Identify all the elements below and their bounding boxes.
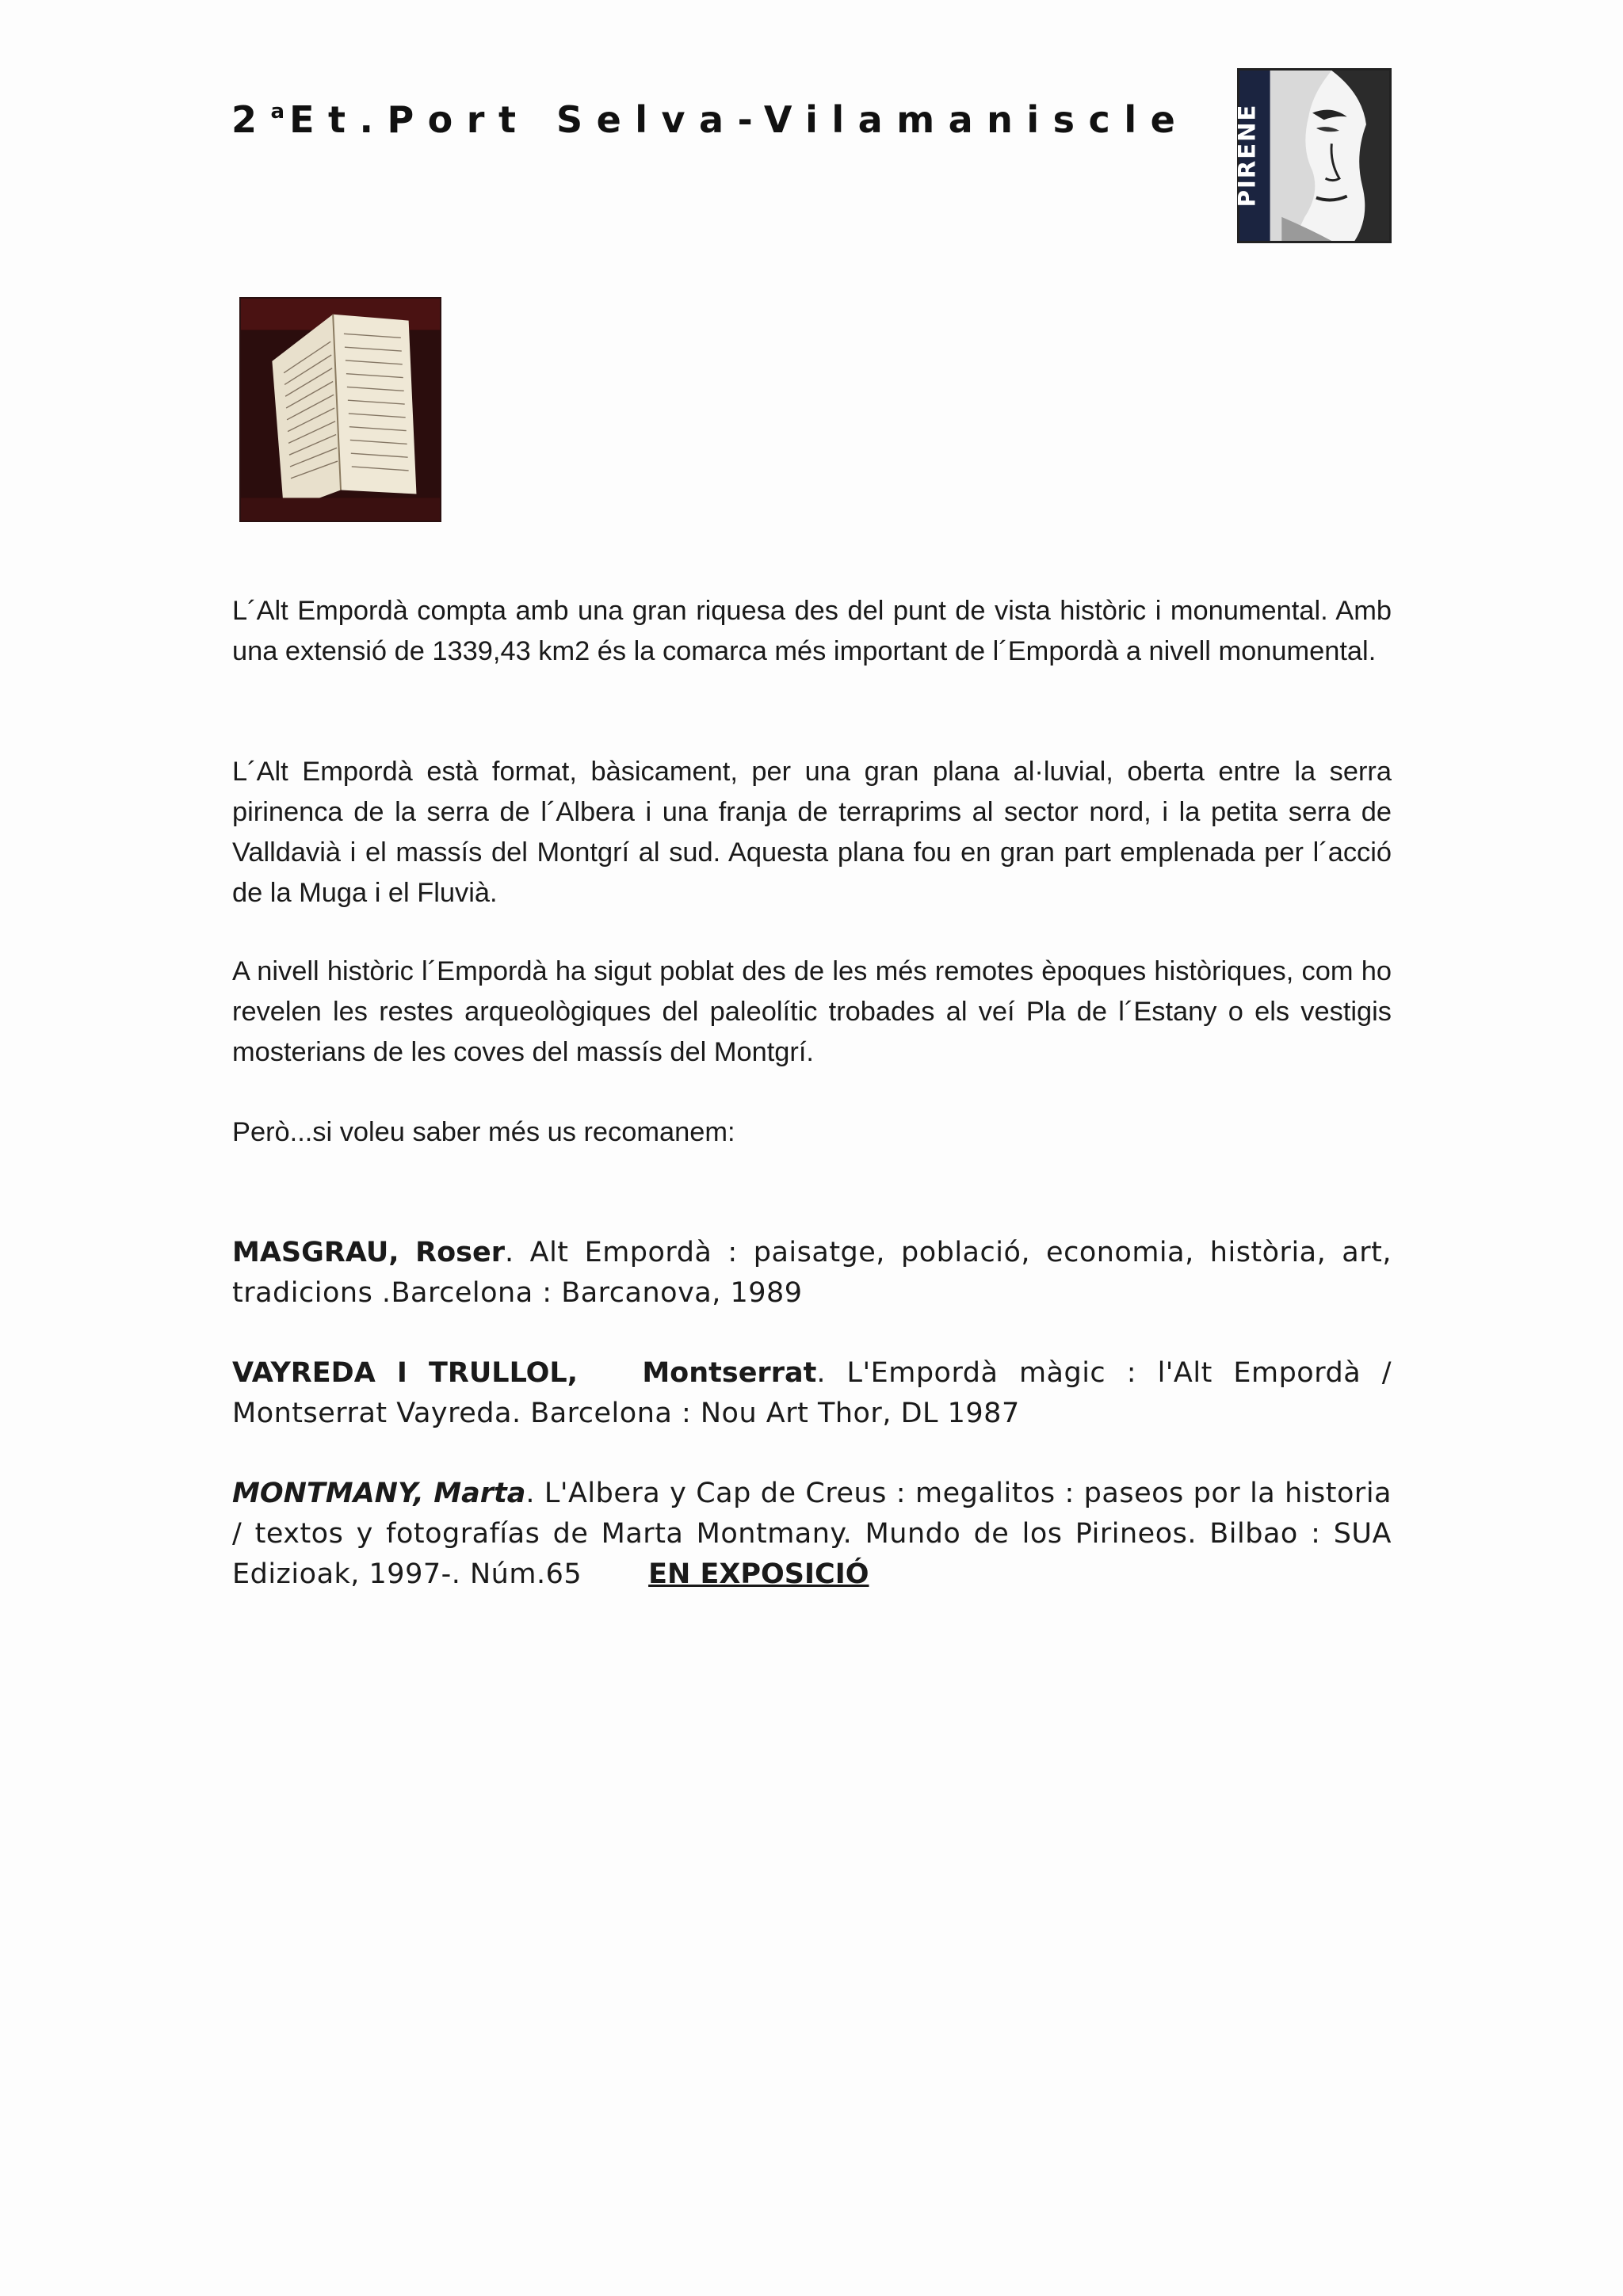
intro-paragraph-4: Però...si voleu saber més us recomanem:	[232, 1117, 735, 1147]
exhibition-badge: EN EXPOSICIÓ	[648, 1558, 869, 1590]
manuscript-photo	[239, 297, 441, 522]
title-superscript: a	[270, 100, 285, 124]
reference-details: . L'Albera y Cap de Creus : megalitos : paseos por la historia / textos y fotografías de Marta Montmany. Mundo de los Pirineos. Bilbao : SUA Edizioak, 1997-. Núm.65	[232, 1478, 1392, 1590]
title-prefix: 2	[231, 98, 271, 141]
reference-author: MASGRAU, Roser	[232, 1237, 505, 1268]
reference-item	[232, 1353, 1392, 1434]
reference-author: VAYREDA I TRULLOL, Montserrat	[232, 1357, 817, 1389]
page-title	[231, 98, 1189, 141]
logo-lettering: PIRENE	[1233, 103, 1261, 208]
reference-item	[232, 1233, 1392, 1314]
reference-item	[232, 1474, 1392, 1595]
intro-paragraph-3: A nivell històric l´Empordà ha sigut poblat des de les més remotes èpoques històriques, com ho revelen les restes arqueològiques del paleolític trobades al veí Pla de l´Estany o els vestigis mosterians de les coves del massís del Montgrí.	[232, 956, 1392, 1067]
reference-details: . Alt Empordà : paisatge, població, economia, història, art, tradicions .Barcelona : Barcanova, 1989	[232, 1237, 1392, 1309]
reference-details: . L'Empordà màgic : l'Alt Empordà / Montserrat Vayreda. Barcelona : Nou Art Thor, DL 1987	[232, 1357, 1392, 1429]
intro-paragraph-2: L´Alt Empordà està format, bàsicament, per una gran plana al·luvial, oberta entre la serra pirinenca de la serra de l´Albera i una franja de terraprims al sector nord, i la petita serra de Valldavià i el massís del Montgrí al sud. Aquesta plana fou en gran part emplenada per l´acció de la Muga i el Fluvià.	[232, 757, 1392, 908]
pirene-logo	[1233, 68, 1392, 243]
title-main: Et.Port Selva-Vilamaniscle	[289, 98, 1190, 141]
reference-author: MONTMANY, Marta	[232, 1478, 526, 1509]
intro-paragraph-1: L´Alt Empordà compta amb una gran riquesa des del punt de vista històric i monumental. Amb una extensió de 1339,43 km2 és la comarca més important de l´Empordà a nivell monumental.	[232, 596, 1392, 666]
